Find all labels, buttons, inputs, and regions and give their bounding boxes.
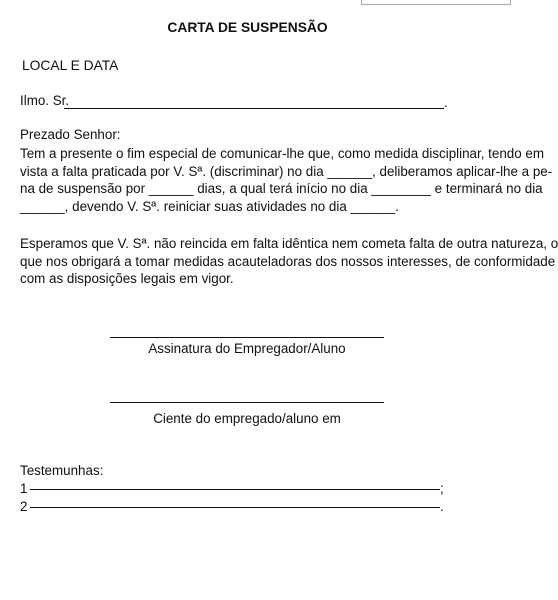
witness-line-end: . (440, 499, 444, 514)
addressee-period: . (444, 95, 448, 110)
paragraph-line: com as disposições legais em vigor. (20, 271, 234, 287)
addressee-blank-line (64, 108, 444, 109)
employee-acknowledgement-line (110, 402, 384, 403)
paragraph-line: vista a falta praticada por V. Sª. (discriminar) no dia ______, deliberamos aplicar-lhe a pe- (20, 163, 553, 179)
witness-line-end: ; (440, 481, 444, 496)
document-title: CARTA DE SUSPENSÃO (167, 20, 328, 35)
employer-signature-line (110, 337, 384, 338)
employee-acknowledgement-label: Ciente do empregado/aluno em (153, 411, 341, 426)
paragraph-warning (20, 235, 558, 288)
corner-frame (361, 0, 511, 5)
paragraph-line: que nos obrigará a tomar medidas acauteladoras dos nossos interesses, de conformidade (20, 253, 556, 269)
witnesses-title: Testemunhas: (20, 463, 104, 478)
witness-number: 2 (20, 499, 28, 514)
paragraph-line: ______, devendo V. Sª. reiniciar suas atividades no dia ______. (20, 198, 399, 214)
addressee-label: Ilmo. Sr. (20, 93, 70, 108)
local-date-field: LOCAL E DATA (22, 58, 119, 73)
paragraph-line: na de suspensão por ______ dias, a qual terá início no dia ________ e terminará no dia (20, 181, 543, 197)
witness-line-2 (20, 499, 444, 514)
witness-number: 1 (20, 481, 28, 496)
employer-signature-label: Assinatura do Empregador/Aluno (148, 341, 346, 356)
greeting: Prezado Senhor: (20, 127, 121, 142)
paragraph-suspension (20, 145, 553, 215)
witness-blank-line (30, 489, 440, 490)
paragraph-line: Esperamos que V. Sª. não reincida em falta idêntica nem cometa falta de outra natureza, o (20, 236, 558, 251)
witness-blank-line (30, 507, 440, 508)
witness-line-1 (20, 481, 444, 496)
paragraph-line: Tem a presente o fim especial de comunicar-lhe que, como medida disciplinar, tendo em (20, 146, 544, 161)
